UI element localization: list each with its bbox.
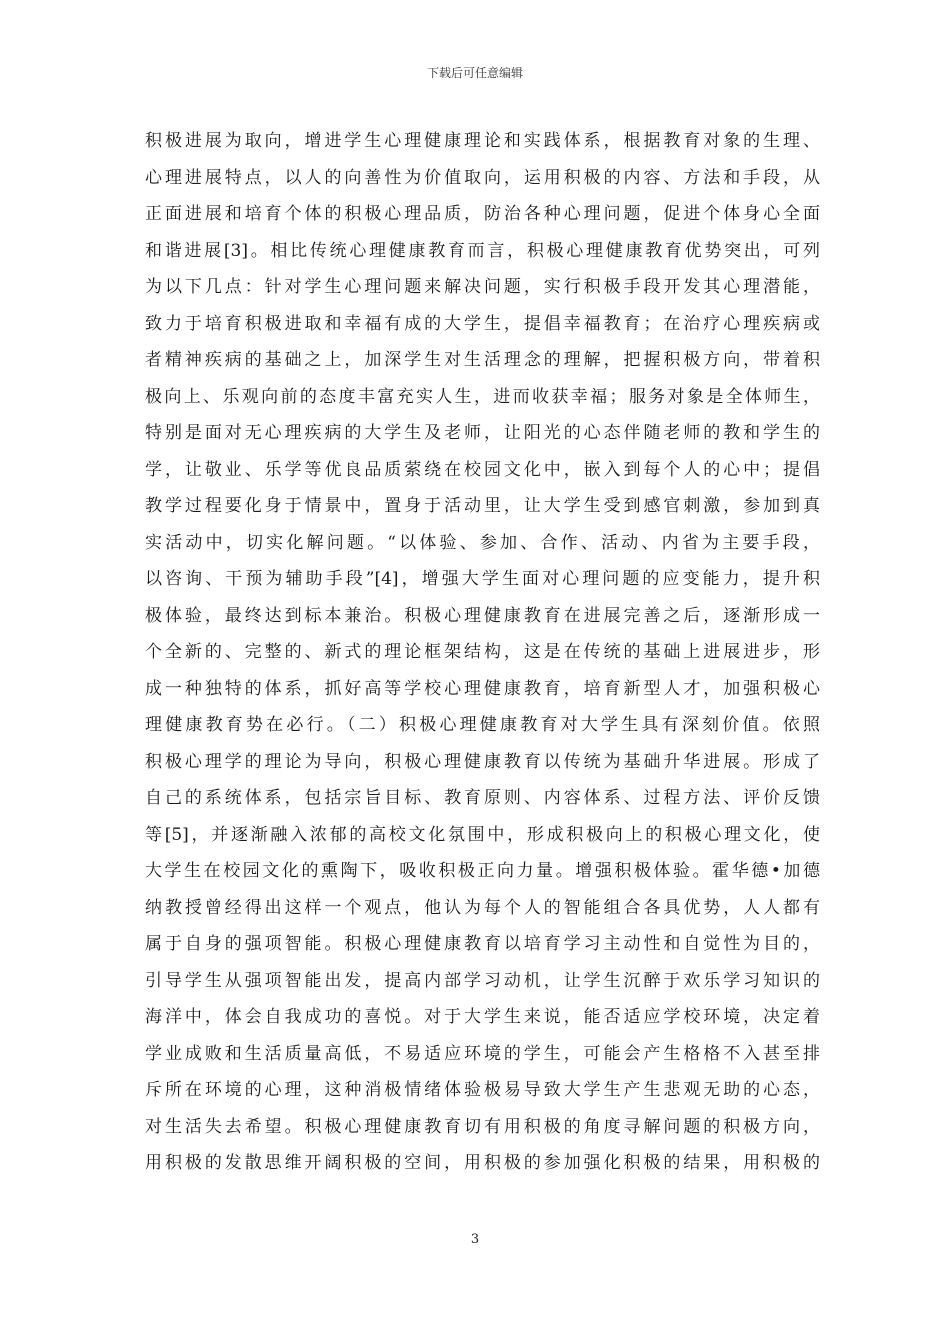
- text-line: 个全新的、完整的、新式的理论框架结构，这是在传统的基础上进展进步，形: [145, 642, 820, 662]
- text-line: 理健康教育势在必行。（二）积极心理健康教育对大学生具有深刻价值。依照: [145, 715, 820, 735]
- text-line: 者精神疾病的基础之上，加深学生对生活理念的理解，把握积极方向，带着积: [145, 350, 820, 370]
- text-line: 引导学生从强项智能出发，提高内部学习动机，让学生沉醉于欢乐学习知识的: [145, 970, 820, 991]
- text-line: 为以下几点：针对学生心理问题来解决问题，实行积极手段开发其心理潜能，: [145, 277, 820, 297]
- text-line: 成一种独特的体系，抓好高等学校心理健康教育，培育新型人才，加强积极心: [145, 678, 820, 699]
- text-line: 积极进展为取向，增进学生心理健康理论和实践体系，根据教育对象的生理、: [145, 131, 820, 151]
- text-line: 以咨询、干预为辅助手段”[4]，增强大学生面对心理问题的应变能力，提升积: [145, 569, 820, 589]
- text-line: 和谐进展[3]。相比传统心理健康教育而言，积极心理健康教育优势突出，可列: [145, 240, 820, 261]
- text-line: 正面进展和培育个体的积极心理品质，防治各种心理问题，促进个体身心全面: [145, 204, 820, 224]
- text-line: 大学生在校园文化的熏陶下，吸收积极正向力量。增强积极体验。霍华德•加德: [145, 861, 820, 881]
- body-text: [145, 123, 820, 1182]
- page-header: 下载后可任意编辑: [426, 66, 523, 80]
- text-line: 属于自身的强项智能。积极心理健康教育以培育学习主动性和自觉性为目的，: [145, 934, 820, 954]
- text-line: 用积极的发散思维开阔积极的空间，用积极的参加强化积极的结果，用积极的: [145, 1153, 820, 1173]
- text-line: 自己的系统体系，包括宗旨目标、教育原则、内容体系、过程方法、评价反馈: [145, 788, 820, 808]
- text-line: 对生活失去希望。积极心理健康教育切有用积极的角度寻解问题的积极方向，: [145, 1116, 820, 1137]
- text-line: 等[5]，并逐渐融入浓郁的高校文化氛围中，形成积极向上的积极心理文化，使: [145, 824, 820, 845]
- text-line: 积极心理学的理论为导向，积极心理健康教育以传统为基础升华进展。形成了: [145, 751, 820, 772]
- text-line: 海洋中，体会自我成功的喜悦。对于大学生来说，能否适应学校环境，决定着: [145, 1007, 820, 1027]
- text-line: 学业成败和生活质量高低，不易适应环境的学生，可能会产生格格不入甚至排: [145, 1043, 820, 1064]
- text-line: 心理进展特点，以人的向善性为价值取向，运用积极的内容、方法和手段，从: [145, 167, 820, 188]
- text-line: 纳教授曾经得出这样一个观点，他认为每个人的智能组合各具优势，人人都有: [145, 897, 820, 918]
- text-line: 致力于培育积极进取和幸福有成的大学生，提倡幸福教育；在治疗心理疾病或: [145, 313, 820, 334]
- text-line: 极向上、乐观向前的态度丰富充实人生，进而收获幸福；服务对象是全体师生，: [145, 386, 820, 407]
- page-number: 3: [470, 1232, 480, 1247]
- text-line: 教学过程要化身于情景中，置身于活动里，让大学生受到感官刺激，参加到真: [145, 496, 820, 516]
- text-line: 斥所在环境的心理，这种消极情绪体验极易导致大学生产生悲观无助的心态，: [145, 1080, 820, 1100]
- text-line: 学，让敬业、乐学等优良品质萦绕在校园文化中，嵌入到每个人的心中；提倡: [145, 459, 820, 480]
- text-line: 实活动中，切实化解问题。“以体验、参加、合作、活动、内省为主要手段，: [145, 532, 820, 553]
- text-line: 极体验，最终达到标本兼治。积极心理健康教育在进展完善之后，逐渐形成一: [145, 605, 820, 626]
- text-line: 特别是面对无心理疾病的大学生及老师，让阳光的心态伴随老师的教和学生的: [145, 423, 820, 443]
